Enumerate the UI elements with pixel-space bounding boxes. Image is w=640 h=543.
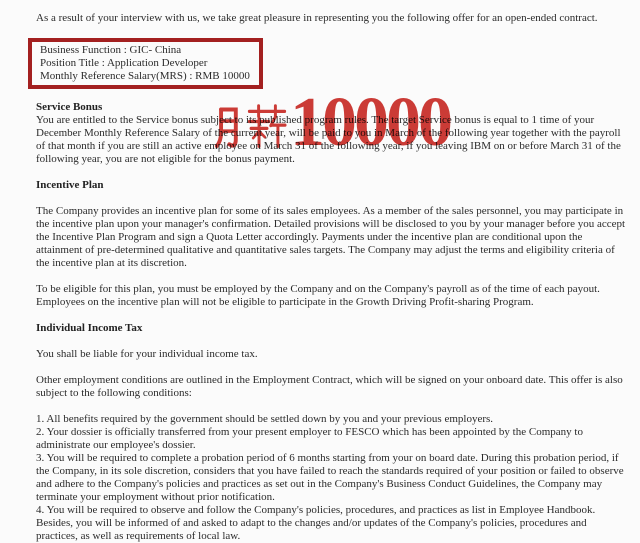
incentive-plan-paragraph-2: To be eligible for this plan, you must be employed by the Company and on the Company's payroll as of the time of each payout. Employees on the incentive plan will not be eligible to participate in the Growth Driving Profit-sharing Program. <box>36 283 600 308</box>
offer-highlight-box <box>28 38 263 89</box>
watermark-number: 10000 <box>290 84 450 161</box>
heading-service-bonus: Service Bonus <box>36 101 103 113</box>
other-conditions-intro: Other employment conditions are outlined in the Employment Contract, which will be signed on your onboard date. This offer is also subject to the following conditions: <box>36 374 623 399</box>
income-tax-paragraph: You shall be liable for your individual income tax. <box>36 348 258 360</box>
condition-item-2: 2. Your dossier is officially transferred from your present employer to FESCO which has been appointed by the Company to administrate our employee's dossier. <box>36 426 583 451</box>
condition-item-4: 4. You will be required to observe and follow the Company's policies, procedures, and practices as list in Employee Handbook. Besides, you will be informed of and asked to adapt to the changes and/or updates of the Company's policies, procedures and practices, as well as requirements of local law. <box>36 504 596 542</box>
offer-business-function: Business Function : GIC- China <box>40 44 182 56</box>
intro-paragraph: As a result of your interview with us, we take great pleasure in representing you the following offer for an open-ended contract. <box>36 12 598 24</box>
heading-individual-income-tax: Individual Income Tax <box>36 322 143 334</box>
heading-incentive-plan: Incentive Plan <box>36 179 104 191</box>
condition-item-1: 1. All benefits required by the government should be settled down by you and your previous employers. <box>36 413 494 425</box>
conditions-list <box>36 413 626 543</box>
offer-position-title: Position Title : Application Developer <box>40 57 208 69</box>
service-bonus-paragraph: You are entitled to the Service bonus subject to its published program rules. The target Service bonus is equal to 1 time of your December Monthly Reference Salary of the current year, will be paid to you in March of the following year together with the payroll of that month if you are still an active employee on March 31 of the following year, if you leaving IBM on or before March 31 of the following year, you are not eligible for the bonus payment. <box>36 114 621 165</box>
incentive-plan-paragraph-1: The Company provides an incentive plan for some of its sales employees. As a member of the sales personnel, you may participate in the incentive plan upon your manager's confirmation. Detailed provisions will be disclosed to you by your manager before you accept the Incentive Plan Program and sign a Quota Letter accordingly. Payments under the incentive plan are conditional upon the attainment of pre-determined qualitative and quantitative sales targets. The Company may adjust the terms and eligibility criteria of the incentive plan at its discretion. <box>36 205 626 269</box>
offer-monthly-salary: Monthly Reference Salary(MRS) : RMB 10000 <box>40 70 250 82</box>
condition-item-3: 3. You will be required to complete a probation period of 6 months starting from your on board date. During this probation period, if the Company, in its sole discretion, considers that you have failed to reach the standards required of your position or failed to observe and adhere to the Company's policies and practices as set out in the Company's Business Conduct Guidelines, the Company may terminate your employment without prior notification. <box>36 452 624 503</box>
